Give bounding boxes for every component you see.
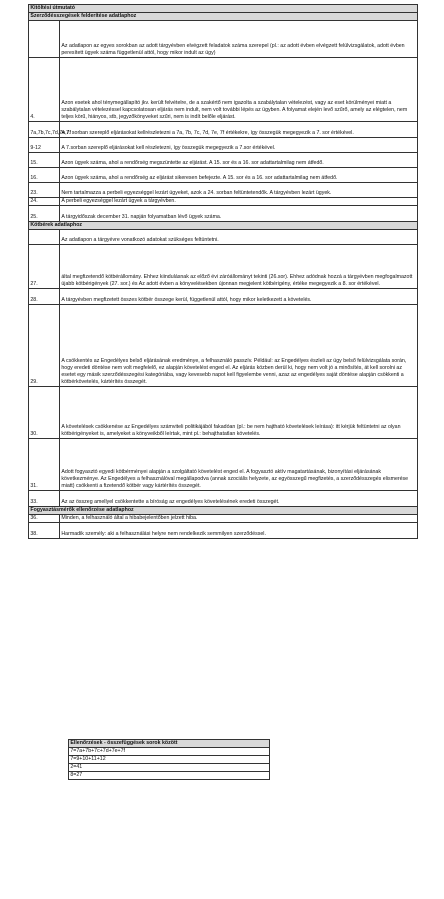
row-code: 25. bbox=[29, 206, 60, 222]
row-text: A 7. sorban szereplő eljárásokat kellrészletezni a 7a, 7b, 7c, 7d, 7e, 7f értékekre, így összegük megegyezik a 7. sor értékével. bbox=[60, 122, 418, 138]
row-code: 15. bbox=[29, 153, 60, 168]
row-code: 28. bbox=[29, 289, 60, 305]
sheet-title: Kitöltési útmutató bbox=[29, 5, 418, 13]
row-code: 33. bbox=[29, 491, 60, 507]
checks-title: Ellenőrzések - összefüggések sorok között bbox=[69, 740, 270, 748]
row-text: által megfizetendő kötbérállomány. Ehhez kiindulásnak az előző évi záróállományt tekinti (26.sor). Ehhez adódnak hozzá a tárgyévben megfogalmazott újabb kötbérigények (27. sor.) és Az adott évben a könyvelésekben újonnan megjelent kötbérigény, értéke megegyezik a 8. sor értékével. bbox=[60, 245, 418, 289]
instructions-table bbox=[28, 4, 418, 539]
row-code: 38. bbox=[29, 523, 60, 539]
row-code: 23. bbox=[29, 183, 60, 198]
row-code: 29. bbox=[29, 305, 60, 387]
row-code: 7a,7b,7c,7d,7e,7f bbox=[29, 122, 60, 138]
row-text: A 7.sorban szereplő eljárásokat kell részletezni, így összegük megegyezik a 7.sor értékével. bbox=[60, 138, 418, 153]
row-text: Adott fogyasztó egyedi kötbérményei alapján a szolgáltató követelést enged el. A fogyasztó aktív magatartásának, bizonyítási eljárásának következménye. Az Engedélyes a felhasználóval megállapodva (annak szociális helyzete, az egyösszegű megfizetés, a szerződésszegés elismerése miatt) csökkenti a fizetendő kötbér vagy kártérítés összegét. bbox=[60, 439, 418, 491]
row-code: 30. bbox=[29, 387, 60, 439]
row-text: A követelések csökkenése az Engedélyes számviteli politikájából fakadóan (pl.: be nem hajtható követelések leírása): itt kérjük feltüntetni az olyan kötbérigényeket is, amelyeket a könyveikből leírtak, mint pl.: behajthatatlan követelés. bbox=[60, 387, 418, 439]
row-code: 9-12 bbox=[29, 138, 60, 153]
row-text: A tárgyévben megfizetett összes kötbér összege kerül, függetlenül attól, hogy mikor keletkezett a követelés. bbox=[60, 289, 418, 305]
row-text: A perbeli egyezséggel lezárt ügyek a tárgyévben. bbox=[60, 198, 418, 206]
row-text: Az az összeg amellyel csökkentette a bíróság az engedélyes követelésének eredeti összegét. bbox=[60, 491, 418, 507]
checks-table bbox=[68, 739, 270, 780]
row-text: A csökkentés az Engedélyes belső eljárásának eredménye, a felhasználó passzív. Például: az Engedélyes észleli az ügy belső felülvizsgálata során, hogy eredeti döntése nem volt megfelelő, ez alapján követelést enged el. Az eljárás közben derül ki, hogy nem volt jó a minősítés, át kell sorolni az esetet egy másik szerződésszegési kategóriába, vagy kevesebb napot kell figyelembe venni, azaz az engedélyes saját döntése alapján csökkenti a kötbérkövetelés, kártérítés összegét. bbox=[60, 305, 418, 387]
row-code: 36. bbox=[29, 515, 60, 523]
row-code: 27. bbox=[29, 245, 60, 289]
row-code bbox=[29, 230, 60, 245]
row-text: A tárgyidőszak december 31. napján folyamatban lévő ügyek száma. bbox=[60, 206, 418, 222]
section-title: Kötbérek adatlaphoz bbox=[29, 222, 418, 230]
row-text: Nem tartalmazza a perbeli egyezséggel lezárt ügyeket, azok a 24. sorban feltüntetendők. A tárgyévben lezárt ügyek. bbox=[60, 183, 418, 198]
instructions-sheet bbox=[28, 4, 417, 539]
row-code: 4. bbox=[29, 58, 60, 122]
row-text: Harmadik személy: aki a felhasználási helyre nem rendelkezik semmilyen szerződéssel. bbox=[60, 523, 418, 539]
row-code: 31. bbox=[29, 439, 60, 491]
check-item: 8=27 bbox=[69, 772, 270, 780]
row-code bbox=[29, 21, 60, 58]
row-text: Azon ügyek száma, ahol a rendőrség az eljárást sikeresen befejezte. A 15. sor és a 16. sor adattartalmilag nem átfedő. bbox=[60, 168, 418, 183]
row-text: Azon esetek ahol ténymegállapító jkv. került felvételre, de a szakértő nem igazolta a szabálytalan vételezést, vagy az eset körülményei miatt a szabálytalan vételezéssel kapcsolatosan eljárás nem indult, nem volt további lépés az ügyben. A folyamat elején levő szűrő, amely az elégtelen, nem teljes körű, hiányos, stb, jegyzőkönyveket szűri, nem is indít belőle eljárást. bbox=[60, 58, 418, 122]
row-code: 24. bbox=[29, 198, 60, 206]
row-text: Az adatlapon az egyes sorokban az adott tárgyévben elvégzett feladatok száma szerepel (pl.: az adott évben elvégzett felülvizsgálatok, adott évben peresített ügyek száma függetlenül attól, hogy mikor indult az ügy) bbox=[60, 21, 418, 58]
row-text: Azon ügyek száma, ahol a rendőrség megszüntette az eljárást. A 15. sor és a 16. sor adattartalmilag nem átfedő. bbox=[60, 153, 418, 168]
check-item: 7=9+10+11+12 bbox=[69, 756, 270, 764]
section-title: Fogyasztásmérők ellenőrzése adatlaphoz bbox=[29, 507, 418, 515]
row-text: Az adatlapon a tárgyévre vonatkozó adatokat szükséges feltüntetni. bbox=[60, 230, 418, 245]
check-item: 2=41 bbox=[69, 764, 270, 772]
row-code: 16. bbox=[29, 168, 60, 183]
row-text: Minden, a felhasználó által a hibabejelentőben jelzett hiba. bbox=[60, 515, 418, 523]
section-title: Szerződésszegések felderítése adatlaphoz bbox=[29, 13, 418, 21]
check-item: 7=7a+7b+7c+7d+7e+7f bbox=[69, 748, 270, 756]
